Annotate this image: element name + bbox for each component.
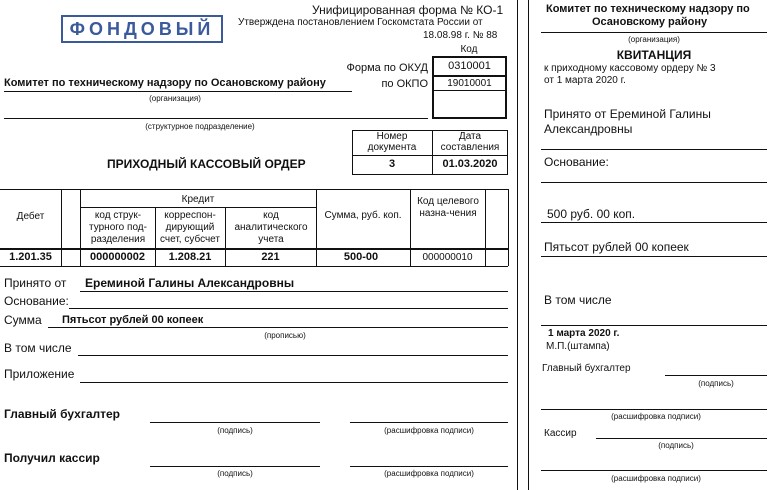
chief-decoding-caption: (расшифровка подписи) <box>384 426 474 435</box>
th-corr: корреспон-дирующий счет, субсчет <box>160 210 220 245</box>
receipt-to-order: к приходному кассовому ордеру № 3 <box>544 63 716 74</box>
doc-number: 3 <box>388 158 396 170</box>
receipt-including: В том числе <box>544 293 612 307</box>
doc-number-header: Номер документа <box>367 131 417 153</box>
receipt-org-caption: (организация) <box>628 35 680 44</box>
division-caption: (структурное подразделение) <box>145 122 255 131</box>
receipt-cashier: Кассир <box>544 428 577 439</box>
organization-name: Комитет по техническому надзору по Осановскому району <box>4 77 326 89</box>
attachment-label: Приложение <box>4 367 75 381</box>
th-sum: Сумма, руб. коп. <box>324 210 402 221</box>
th-debet: Дебет <box>16 211 45 222</box>
th-analytic: код аналитического учета <box>234 210 308 245</box>
td-struct: 000000002 <box>89 251 146 263</box>
th-purpose: Код целевого назна-чения <box>417 196 479 219</box>
cashier-signature-caption: (подпись) <box>217 469 253 478</box>
th-struct: код струк-турного под-разделения <box>89 210 147 245</box>
receipt-received-line-1: Принято от Ереминой Галины <box>544 107 711 121</box>
form-name: Унифицированная форма № КО-1 <box>312 3 504 17</box>
including-label: В том числе <box>4 341 72 355</box>
codes-header: Код <box>460 44 478 55</box>
receipt-received-line-2: Александровны <box>544 122 633 136</box>
received-from-label: Принято от <box>4 276 67 290</box>
receipt-cashier-signature-caption: (подпись) <box>658 441 694 450</box>
cut-line <box>517 0 518 490</box>
td-purpose: 000000010 <box>422 252 473 263</box>
doc-date: 01.03.2020 <box>442 158 498 170</box>
cashier-received-label: Получил кассир <box>4 451 100 465</box>
okpo-value: 19010001 <box>447 78 492 89</box>
receipt-from-date: от 1 марта 2020 г. <box>544 75 626 86</box>
receipt-amount-words: Пятьсот рублей 00 копеек <box>544 240 689 254</box>
okpo-label: по ОКПО <box>381 78 428 90</box>
cashier-decoding-caption: (расшифровка подписи) <box>384 469 474 478</box>
th-credit: Кредит <box>181 194 215 205</box>
doc-date-header: Дата составления <box>440 131 500 153</box>
receipt-chief-signature-caption: (подпись) <box>698 379 734 388</box>
sum-value: Пятьсот рублей 00 копеек <box>62 314 204 326</box>
receipt-cashier-decoding-caption: (расшифровка подписи) <box>611 474 701 483</box>
organization-caption: (организация) <box>149 94 201 103</box>
receipt-org-line-2: Осановскому району <box>592 16 708 28</box>
approved-line-1: Утверждена постановлением Госкомстата России от <box>238 17 483 28</box>
receipt-basis: Основание: <box>544 155 609 169</box>
receipt-date: 1 марта 2020 г. <box>548 328 620 339</box>
td-corr: 1.208.21 <box>168 251 212 263</box>
receipt-chief-decoding-caption: (расшифровка подписи) <box>611 412 701 421</box>
chief-signature-caption: (подпись) <box>217 426 253 435</box>
basis-label: Основание: <box>4 294 69 308</box>
fund-stamp: ФОНДОВЫЙ <box>61 15 223 43</box>
receipt-org-line-1: Комитет по техническому надзору по <box>546 3 750 15</box>
received-from-value: Ереминой Галины Александровны <box>85 276 295 290</box>
receipt-amount: 500 руб. 00 коп. <box>547 207 636 221</box>
td-sum: 500-00 <box>343 251 379 263</box>
document-title: ПРИХОДНЫЙ КАССОВЫЙ ОРДЕР <box>107 157 306 171</box>
chief-accountant-label: Главный бухгалтер <box>4 407 121 421</box>
sum-label: Сумма <box>4 313 42 327</box>
receipt-title: КВИТАНЦИЯ <box>616 48 692 62</box>
in-words-caption: (прописью) <box>264 331 306 340</box>
td-analytic: 221 <box>261 251 280 263</box>
okud-label: Форма по ОКУД <box>346 62 428 74</box>
receipt-chief-accountant: Главный бухгалтер <box>542 363 631 374</box>
okud-value: 0310001 <box>448 60 491 72</box>
approved-line-2: 18.08.98 г. № 88 <box>423 30 498 41</box>
td-debet: 1.201.35 <box>9 251 52 263</box>
receipt-seal: М.П.(штампа) <box>546 341 610 352</box>
